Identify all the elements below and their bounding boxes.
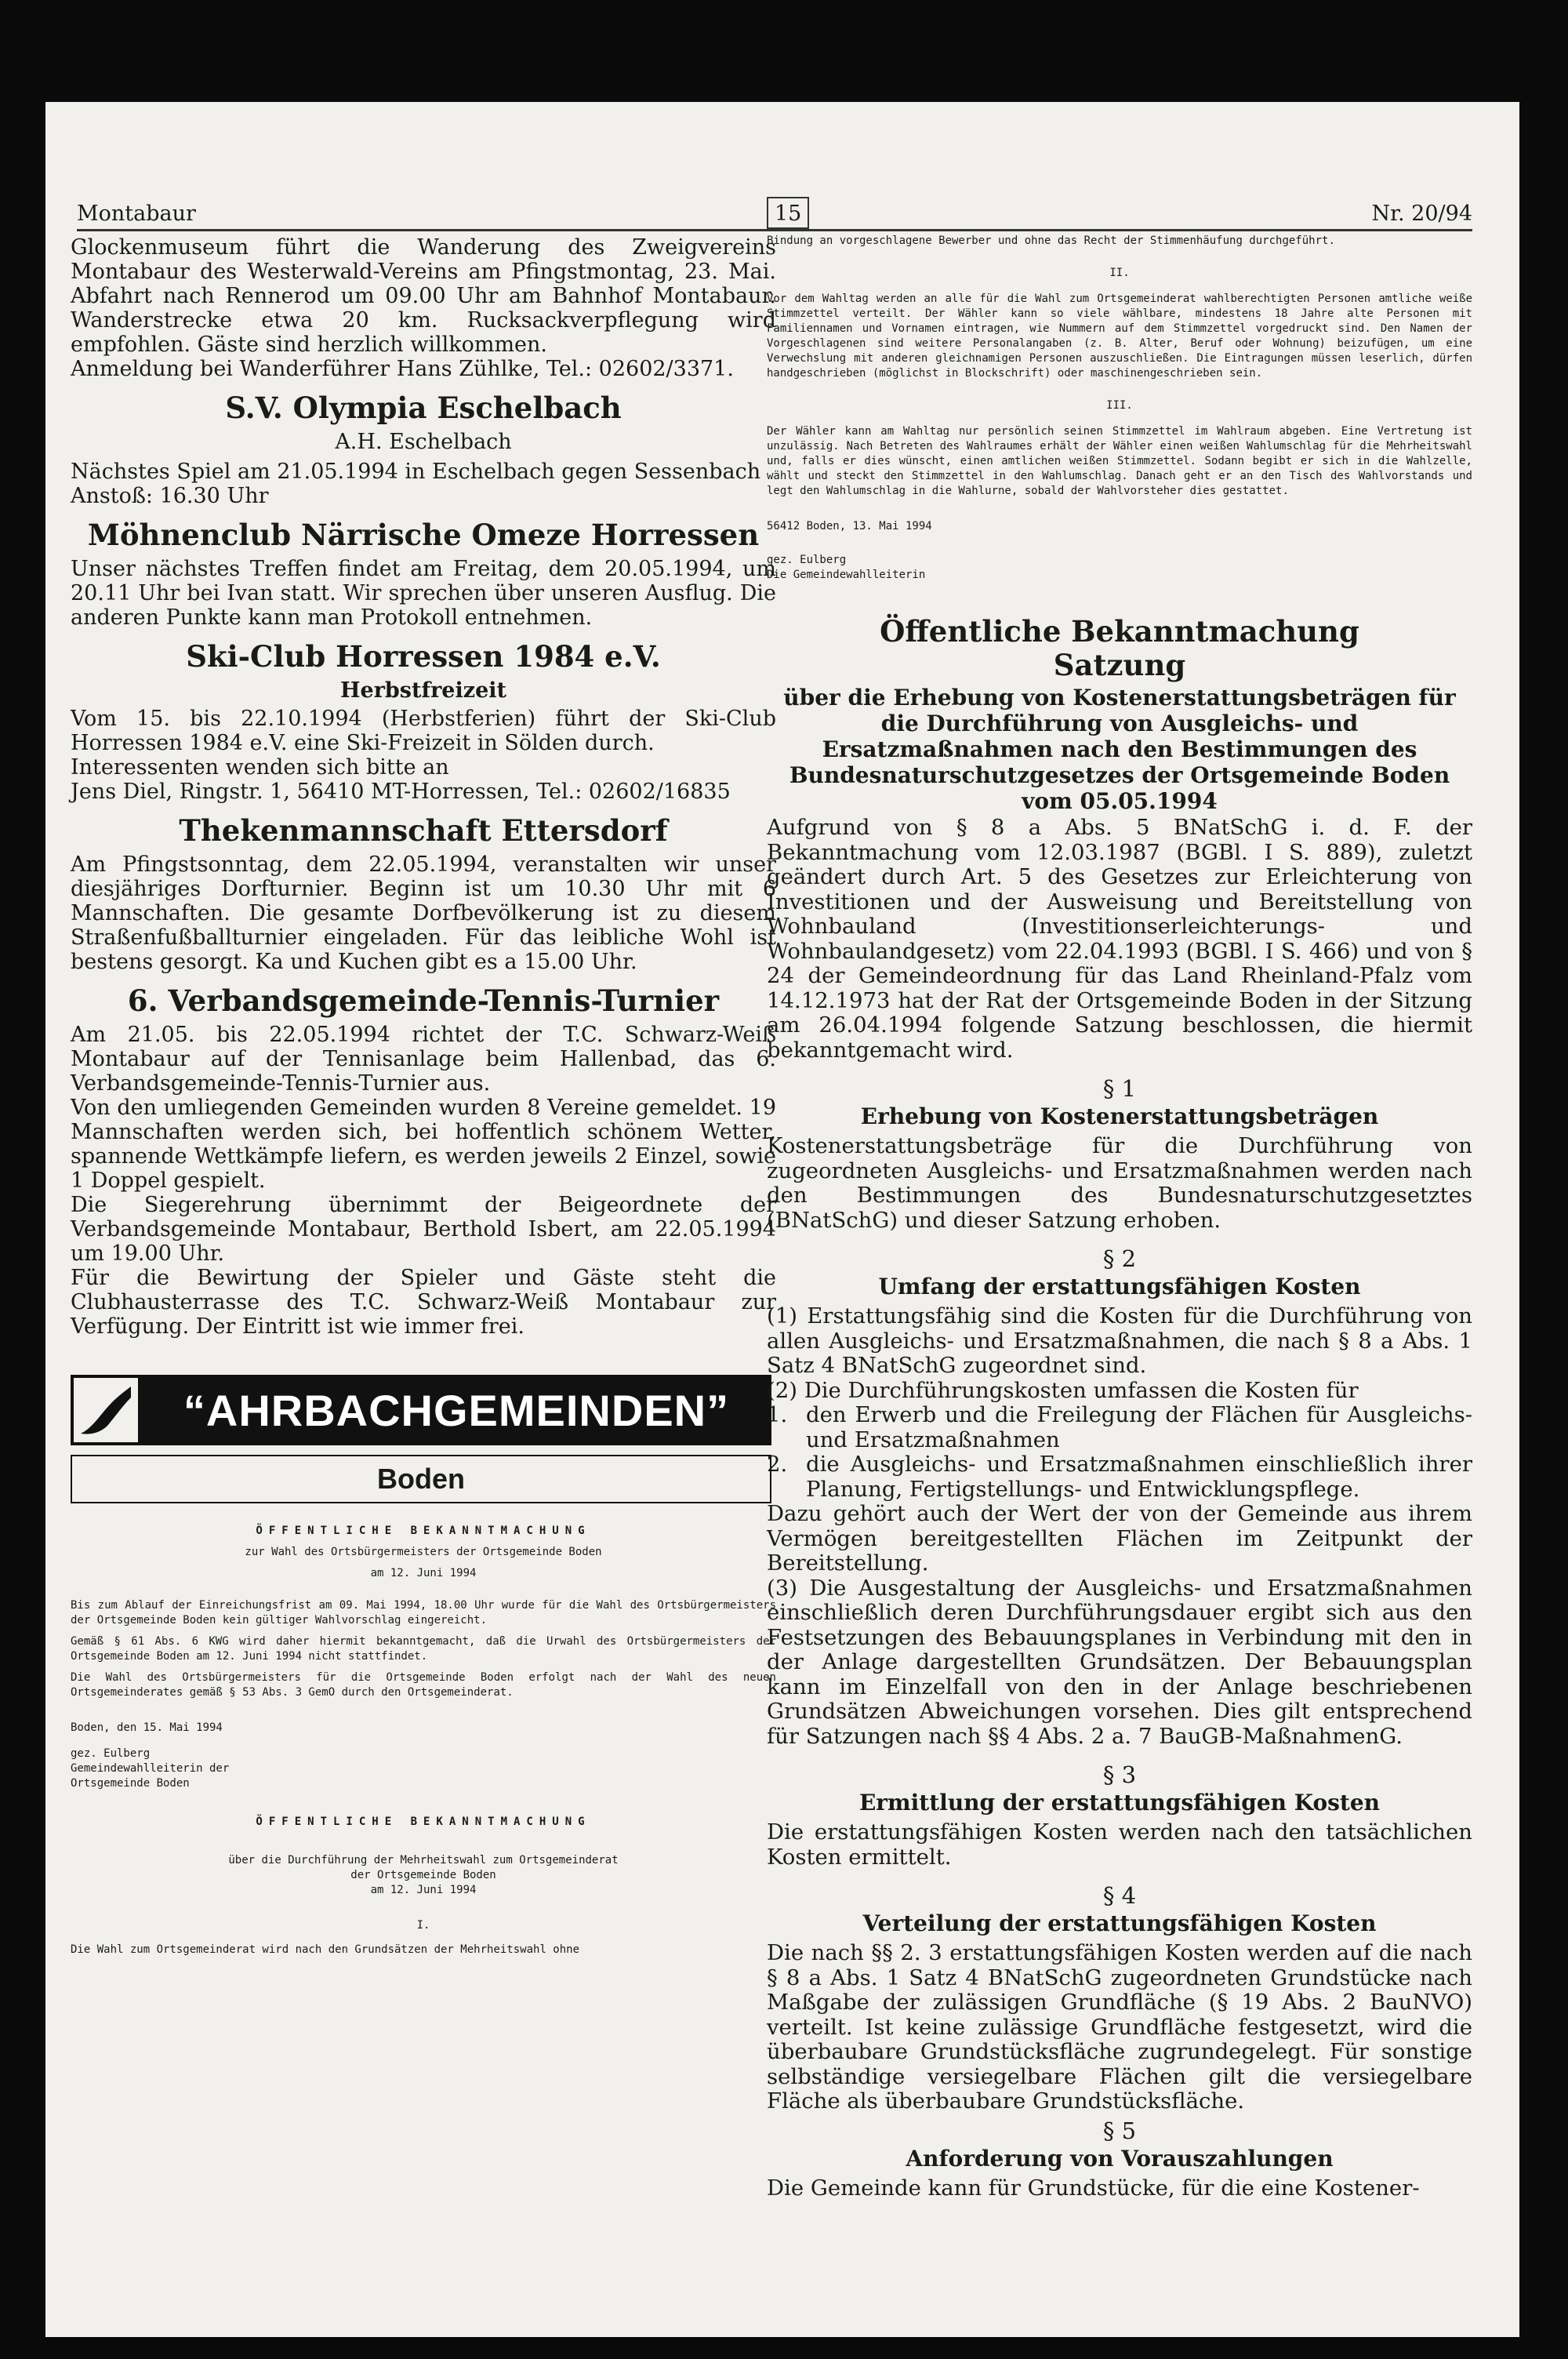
intro-contact: Anmeldung bei Wanderführer Hans Zühlke, Tel.: 02602/3371.: [71, 357, 734, 381]
newspaper-page: [45, 102, 1519, 2337]
right-column: [767, 234, 1472, 2201]
satzung-title: Satzung: [1053, 648, 1186, 682]
tennis-text-2: Von den umliegenden Gemeinden wurden 8 Vereine gemeldet. 19 Mannschaften werden sich, bei hoffentlich schönem Wetter, spannende Wettkämpfe liefern, es werden jeweils 2 Einzel, sowie 1 Doppel gespielt.: [71, 1096, 776, 1193]
notice2-section-2: II.: [1109, 267, 1130, 279]
olympia-subtitle: A.H. Eschelbach: [335, 430, 512, 454]
notice-signature: gez. Eulberg: [71, 1747, 151, 1760]
list-text: die Ausgleichs- und Ersatzmaßnahmen einschließlich ihrer Planung, Fertigstellungs- und Entwicklungspflege.: [806, 1452, 1472, 1502]
notice2-place-date: 56412 Boden, 13. Mai 1994: [767, 520, 932, 533]
ahrbach-logo-icon: [71, 1375, 141, 1445]
notice2-signature: gez. Eulberg: [767, 554, 847, 566]
ski-title: Ski-Club Horressen 1984 e.V.: [186, 639, 661, 674]
section-3-number: § 3: [1102, 1761, 1137, 1788]
section-2-para-3: Dazu gehört auch der Wert der von der Gemeinde aus ihrem Vermögen bereitgestellten Flächen im Zeitpunkt der Bereitstellung.: [767, 1501, 1472, 1576]
section-5-text: Die Gemeinde kann für Grundstücke, für die eine Kostener-: [767, 2175, 1420, 2201]
section-2-para-4: (3) Die Ausgestaltung der Ausgleichs- und Ersatzmaßnahmen einschließlich deren Durchführungsdauer ergibt sich aus den Festsetzungen des Bebauungsplanes in Verbindung mit den in der Anlage dargestellten Grundsätzen. Der Bebauungsplan kann im Einzelfall von den in der Anlage beschriebenen Grundsätzen Abweichungen vorsehen. Dies gilt entsprechend für Satzungen nach §§ 4 Abs. 2 a. 7 BauGB-MaßnahmenG.: [767, 1575, 1472, 1749]
notice-council-election: [71, 1815, 776, 1957]
left-column: [71, 235, 776, 1957]
banner-title: “AHRBACHGEMEINDEN”: [183, 1385, 730, 1435]
boden-heading: Boden: [71, 1455, 771, 1503]
notice2-continuation: [767, 234, 1472, 583]
section-2-list-item: [767, 1452, 1472, 1502]
notice-subtitle: zur Wahl des Ortsbürgermeisters der Ortsgemeinde Boden: [245, 1546, 602, 1558]
notice-mayor-election: [71, 1524, 776, 1791]
notice-signatory-municipality: Ortsgemeinde Boden: [71, 1777, 190, 1790]
notice2-subtitle-1: über die Durchführung der Mehrheitswahl zum Ortsgemeinderat: [228, 1854, 619, 1866]
tennis-text-3: Die Siegerehrung übernimmt der Beigeordnete der Verbandsgemeinde Montabaur, Berthold Isbert, am 22.05.1994 um 19.00 Uhr.: [71, 1193, 776, 1266]
page-header: [77, 188, 1472, 231]
section-1-number: § 1: [1102, 1075, 1137, 1102]
section-3-text: Die erstattungsfähigen Kosten werden nach den tatsächlichen Kosten ermittelt.: [767, 1819, 1472, 1870]
section-2-heading: Umfang der erstattungsfähigen Kosten: [878, 1274, 1361, 1299]
notice2-text-2: Vor dem Wahltag werden an alle für die Wahl zum Ortsgemeinderat wahlberechtigten Personen amtliche weiße Stimmzettel verteilt. Der Wähler kann so viele wählbare, mindestens 18 Jahre alte Personen mit Familiennamen und Vornamen eintragen, wie Nummern auf dem Stimmzettel vorgedruckt sind. Den Namen der Vorgeschlagenen sind weitere Personalangaben (z. B. Alter, Beruf oder Wohnung) beizufügen, um eine Verwechslung mit anderen gleichnamigen Personen auszuschließen. Die Eintragungen müssen leserlich, dürfen handgeschrieben (möglichst in Blockschrift) oder maschinengeschrieben sein.: [767, 293, 1472, 380]
section-2-para-2: (2) Die Durchführungskosten umfassen die Kosten für: [767, 1377, 1359, 1403]
notice2-heading: ÖFFENTLICHE BEKANNTMACHUNG: [256, 1816, 591, 1828]
notice2-text-cont: Bindung an vorgeschlagene Bewerber und ohne das Recht der Stimmenhäufung durchgeführt.: [767, 234, 1335, 247]
section-2-number: § 2: [1102, 1245, 1137, 1272]
notice2-date: am 12. Juni 1994: [370, 1884, 477, 1896]
section-4-number: § 4: [1102, 1882, 1137, 1909]
satzung-subtitle: über die Erhebung von Kostenerstattungsbeträgen für die Durchführung von Ausgleichs- und Ersatzmaßnahmen nach den Bestimmungen des Bundesnaturschutzgesetzes der Ortsgemeinde Boden vom 05.05.1994: [783, 685, 1456, 814]
notice2-text-1: Die Wahl zum Ortsgemeinderat wird nach den Grundsätzen der Mehrheitswahl ohne: [71, 1943, 580, 1956]
satzung-announcement-title: Öffentliche Bekanntmachung: [880, 614, 1359, 649]
section-5-number: § 5: [1102, 2117, 1137, 2144]
notice-text-1: Bis zum Ablauf der Einreichungsfrist am 09. Mai 1994, 18.00 Uhr wurde für die Wahl des Ortsbürgermeisters der Ortsgemeinde Boden kein gültiger Wahlvorschlag eingereicht.: [71, 1599, 776, 1627]
olympia-title: S.V. Olympia Eschelbach: [225, 391, 622, 425]
theken-title: Thekenmannschaft Ettersdorf: [179, 813, 668, 848]
tennis-text-1: Am 21.05. bis 22.05.1994 richtet der T.C. Schwarz-Weiß Montabaur auf der Tennisanlage beim Hallenbad, das 6. Verbandsgemeinde-Tennis-Turnier aus.: [71, 1023, 776, 1096]
notice-signatory-role: Gemeindewahlleiterin der: [71, 1762, 230, 1775]
moehnen-title: Möhnenclub Närrische Omeze Horressen: [87, 518, 760, 552]
section-2-para-1: (1) Erstattungsfähig sind die Kosten für die Durchführung von allen Ausgleichs- und Ersatzmaßnahmen, die nach § 8 a Abs. 1 Satz 4 BNatSchG zugeordnet sind.: [767, 1303, 1472, 1378]
section-4-text: Die nach §§ 2. 3 erstattungsfähigen Kosten werden auf die nach § 8 a Abs. 1 Satz 4 BNatSchG zugeordneten Grundstücke nach Maßgabe der zulässigen Grundfläche (§ 19 Abs. 2 BauNVO) verteilt. Ist keine zulässige Grundfläche festgesetzt, wird die überbaubare Grundstücksfläche zugrundegelegt. Für sonstige selbständige versiegelbare Flächen gilt die versiegelbare Fläche als überbaubare Grundstücksfläche.: [767, 1940, 1472, 2114]
notice-date: am 12. Juni 1994: [370, 1567, 477, 1579]
tennis-title: 6. Verbandsgemeinde-Tennis-Turnier: [127, 983, 720, 1018]
issue-number: Nr. 20/94: [1371, 202, 1472, 226]
section-4-heading: Verteilung der erstattungsfähigen Kosten: [862, 1910, 1377, 1936]
olympia-kickoff: Anstoß: 16.30 Uhr: [71, 484, 269, 508]
notice-text-3: Die Wahl des Ortsbürgermeisters für die Ortsgemeinde Boden erfolgt nach der Wahl des neuen Ortsgemeinderates gemäß § 53 Abs. 3 GemO durch den Ortsgemeinderat.: [71, 1671, 776, 1699]
list-text: den Erwerb und die Freilegung der Flächen für Ausgleichs- und Ersatzmaßnahmen: [806, 1402, 1472, 1452]
notice2-subtitle-2: der Ortsgemeinde Boden: [350, 1869, 496, 1881]
notice-place-date: Boden, den 15. Mai 1994: [71, 1721, 223, 1734]
notice2-section-1: I.: [416, 1919, 430, 1932]
list-number: 1.: [767, 1402, 788, 1427]
ski-text: Vom 15. bis 22.10.1994 (Herbstferien) führt der Ski-Club Horressen 1984 e.V. eine Ski-Freizeit in Sölden durch.: [71, 707, 776, 755]
section-1-heading: Erhebung von Kostenerstattungsbeträgen: [860, 1103, 1379, 1129]
olympia-text: Nächstes Spiel am 21.05.1994 in Eschelbach gegen Sessenbach: [71, 460, 761, 484]
ahrbach-banner: [71, 1375, 771, 1445]
section-5-heading: Anforderung von Vorauszahlungen: [906, 2145, 1334, 2172]
list-number: 2.: [767, 1452, 788, 1477]
header-town: Montabaur: [77, 202, 196, 226]
page-number: 15: [767, 197, 809, 229]
intro-paragraph: Glockenmuseum führt die Wanderung des Zweigvereins Montabaur des Westerwald-Vereins am Pfingstmontag, 23. Mai. Abfahrt nach Rennerod um 09.00 Uhr am Bahnhof Montabaur. Wanderstrecke etwa 20 km. Rucksackverpflegung wird empfohlen. Gäste sind herzlich willkommen.: [71, 235, 776, 357]
notice2-text-3: Der Wähler kann am Wahltag nur persönlich seinen Stimmzettel im Wahlraum abgeben. Eine Vertretung ist unzulässig. Nach Betreten des Wahlraumes erhält der Wähler einen weißen Wahlumschlag für die Mehrheitswahl und, falls er dies wünscht, einen amtlichen weißen Stimmzettel. Sodann begibt er sich in die Wahlzelle, wählt und steckt den Stimmzettel in den Wahlumschlag. Danach geht er an den Tisch des Wahlvorstands und legt den Wahlumschlag in die Wahlurne, sobald der Wahlvorsteher dies gestattet.: [767, 425, 1472, 497]
section-1-text: Kostenerstattungsbeträge für die Durchführung von zugeordneten Ausgleichs- und Ersatzmaßnahmen werden nach den Bestimmungen des Bundesnaturschutzgesetztes (BNatSchG) und dieser Satzung erhoben.: [767, 1133, 1472, 1233]
notice2-signatory-role: Die Gemeindewahlleiterin: [767, 569, 926, 581]
theken-text: Am Pfingstsonntag, dem 22.05.1994, veranstalten wir unser diesjähriges Dorfturnier. Beginn ist um 10.30 Uhr mit 6 Mannschaften. Die gesamte Dorfbevölkerung ist zu diesem Straßenfußballturnier eingeladen. Für das leibliche Wohl ist bestens gesorgt. Ka und Kuchen gibt es a 15.00 Uhr.: [71, 852, 776, 974]
satzung-preamble: Aufgrund von § 8 a Abs. 5 BNatSchG i. d. F. der Bekanntmachung vom 12.03.1987 (BGBl. I S. 889), zuletzt geändert durch Art. 5 des Gesetzes zur Erleichterung von Investitionen und der Ausweisung und Bereitstellung von Wohnbauland (Investitionserleichterungs- und Wohnbaulandgesetz) vom 22.04.1993 (BGBl. I S. 466) und von § 24 der Gemeindeordnung für das Land Rheinland-Pfalz vom 14.12.1973 hat der Rat der Ortsgemeinde Boden in der Sitzung am 26.04.1994 folgende Satzung beschlossen, die hiermit bekanntgemacht wird.: [767, 815, 1472, 1063]
notice-text-2: Gemäß § 61 Abs. 6 KWG wird daher hiermit bekanntgemacht, daß die Urwahl des Ortsbürgermeisters der Ortsgemeinde Boden am 12. Juni 1994 nicht stattfindet.: [71, 1635, 776, 1663]
ski-contact-intro: Interessenten wenden sich bitte an: [71, 755, 449, 780]
tennis-text-4: Für die Bewirtung der Spieler und Gäste steht die Clubhausterrasse des T.C. Schwarz-Weiß Montabaur zur Verfügung. Der Eintritt ist wie immer frei.: [71, 1266, 776, 1339]
section-3-heading: Ermittlung der erstattungsfähigen Kosten: [858, 1790, 1381, 1816]
notice-heading: ÖFFENTLICHE BEKANNTMACHUNG: [256, 1525, 591, 1537]
ski-contact: Jens Diel, Ringstr. 1, 56410 MT-Horressen, Tel.: 02602/16835: [71, 780, 731, 804]
ski-subtitle: Herbstfreizeit: [340, 678, 506, 703]
moehnen-text: Unser nächstes Treffen findet am Freitag, dem 20.05.1994, um 20.11 Uhr bei Ivan statt. Wir sprechen über unseren Ausflug. Die anderen Punkte kann man Protokoll entnehmen.: [71, 557, 776, 630]
notice2-section-3: III.: [1106, 399, 1133, 412]
section-2-list-item: [767, 1403, 1472, 1452]
